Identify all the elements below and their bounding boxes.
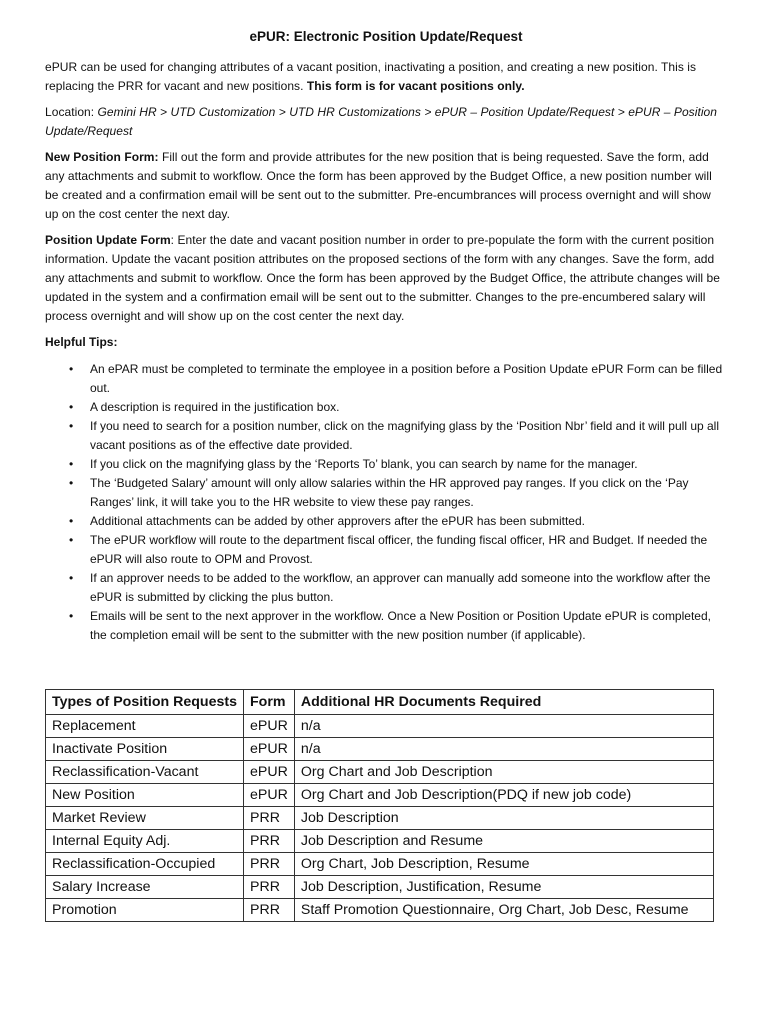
table-row bbox=[46, 853, 714, 876]
tip-text: If you click on the magnifying glass by the ‘Reports To’ blank, you can search by name for the manager. bbox=[90, 457, 638, 471]
document-body bbox=[45, 28, 727, 645]
table-row bbox=[46, 761, 714, 784]
list-item bbox=[69, 398, 727, 417]
new-position-label: New Position Form: bbox=[45, 150, 159, 164]
list-item bbox=[69, 512, 727, 531]
cell-request-type: Reclassification-Vacant bbox=[46, 761, 244, 784]
bullet-icon: • bbox=[69, 609, 74, 623]
helpful-tips-heading: Helpful Tips: bbox=[45, 335, 118, 349]
table-row bbox=[46, 899, 714, 922]
intro-paragraph bbox=[45, 58, 727, 96]
cell-documents: Job Description, Justification, Resume bbox=[294, 876, 713, 899]
position-update-text: : Enter the date and vacant position number in order to pre-populate the form with the current position information. Update the vacant position attributes on the proposed sections of the form with any changes. Save the form, add any attachments and submit to workflow. Once the form has been approved by the Budget Office, the attribute changes will be updated in the system and a confirmation email will be sent out to the submitter. Changes to the pre-encumbered salary will process overnight and will show up on the cost center the next day. bbox=[45, 233, 720, 323]
bullet-icon: • bbox=[69, 476, 74, 490]
bullet-icon: • bbox=[69, 400, 74, 414]
bullet-icon: • bbox=[69, 514, 74, 528]
tip-text: The ePUR workflow will route to the department fiscal officer, the funding fiscal officer, HR and Budget. If needed the ePUR will also route to OPM and Provost. bbox=[90, 533, 708, 566]
cell-documents: Job Description and Resume bbox=[294, 830, 713, 853]
cell-documents: Org Chart and Job Description(PDQ if new job code) bbox=[294, 784, 713, 807]
table-row bbox=[46, 738, 714, 761]
list-item bbox=[69, 569, 727, 607]
tip-text: If an approver needs to be added to the workflow, an approver can manually add someone into the workflow after the ePUR is submitted by clicking the plus button. bbox=[90, 571, 711, 604]
tip-text: A description is required in the justification box. bbox=[90, 400, 340, 414]
list-item bbox=[69, 360, 727, 398]
new-position-paragraph bbox=[45, 148, 727, 224]
cell-request-type: Reclassification-Occupied bbox=[46, 853, 244, 876]
cell-form: ePUR bbox=[244, 738, 295, 761]
cell-form: ePUR bbox=[244, 784, 295, 807]
tip-text: If you need to search for a position number, click on the magnifying glass by the ‘Position Nbr’ field and it will pull up all vacant positions as of the effective date provided. bbox=[90, 419, 720, 452]
cell-documents: Staff Promotion Questionnaire, Org Chart, Job Desc, Resume bbox=[294, 899, 713, 922]
cell-request-type: Promotion bbox=[46, 899, 244, 922]
page-title: ePUR: Electronic Position Update/Request bbox=[249, 29, 523, 44]
tip-text: The ‘Budgeted Salary’ amount will only allow salaries within the HR approved pay ranges. If you click on the ‘Pay Ranges’ link, it will take you to the HR website to view these pay ranges. bbox=[90, 476, 689, 509]
location-label: Location: bbox=[45, 105, 98, 119]
header-documents: Additional HR Documents Required bbox=[294, 690, 713, 715]
cell-form: ePUR bbox=[244, 761, 295, 784]
bullet-icon: • bbox=[69, 457, 74, 471]
cell-request-type: Internal Equity Adj. bbox=[46, 830, 244, 853]
bullet-icon: • bbox=[69, 362, 74, 376]
position-update-label: Position Update Form bbox=[45, 233, 171, 247]
list-item bbox=[69, 455, 727, 474]
list-item bbox=[69, 417, 727, 455]
table-row bbox=[46, 807, 714, 830]
cell-form: ePUR bbox=[244, 715, 295, 738]
position-update-paragraph bbox=[45, 231, 727, 326]
list-item bbox=[69, 531, 727, 569]
cell-request-type: Market Review bbox=[46, 807, 244, 830]
list-item bbox=[69, 607, 727, 645]
bullet-icon: • bbox=[69, 533, 74, 547]
location-paragraph bbox=[45, 103, 727, 141]
cell-form: PRR bbox=[244, 876, 295, 899]
table-row bbox=[46, 876, 714, 899]
cell-form: PRR bbox=[244, 807, 295, 830]
cell-documents: Org Chart and Job Description bbox=[294, 761, 713, 784]
bullet-icon: • bbox=[69, 419, 74, 433]
intro-text: ePUR can be used for changing attributes of a vacant position, inactivating a position, and creating a new position. This is replacing the PRR for vacant and new positions. bbox=[45, 60, 697, 93]
intro-bold-note: This form is for vacant positions only. bbox=[306, 79, 525, 93]
helpful-tips-list bbox=[45, 360, 727, 645]
cell-request-type: New Position bbox=[46, 784, 244, 807]
table-row bbox=[46, 784, 714, 807]
cell-request-type: Inactivate Position bbox=[46, 738, 244, 761]
cell-request-type: Salary Increase bbox=[46, 876, 244, 899]
new-position-text: Fill out the form and provide attributes for the new position that is being requested. Save the form, add any attachments and submit to workflow. Once the form has been approved by the Budget Office, a new position number will be created and a confirmation email will be sent out to the submitter. Pre-encumbrances will process overnight and will show up on the cost center the next day. bbox=[45, 150, 712, 221]
table-row bbox=[46, 830, 714, 853]
table-row bbox=[46, 715, 714, 738]
cell-form: PRR bbox=[244, 853, 295, 876]
cell-documents: Org Chart, Job Description, Resume bbox=[294, 853, 713, 876]
location-path: Gemini HR > UTD Customization > UTD HR Customizations > ePUR – Position Update/Request > ePUR – Position Update/Request bbox=[45, 105, 717, 138]
tip-text: Additional attachments can be added by other approvers after the ePUR has been submitted. bbox=[90, 514, 585, 528]
cell-form: PRR bbox=[244, 830, 295, 853]
cell-request-type: Replacement bbox=[46, 715, 244, 738]
tip-text: Emails will be sent to the next approver in the workflow. Once a New Position or Position Update ePUR is completed, the completion email will be sent to the submitter with the new position number (if applicable). bbox=[90, 609, 711, 642]
list-item bbox=[69, 474, 727, 512]
cell-documents: Job Description bbox=[294, 807, 713, 830]
table-header-row bbox=[46, 690, 714, 715]
cell-form: PRR bbox=[244, 899, 295, 922]
position-requests-table bbox=[45, 689, 714, 922]
header-request-type: Types of Position Requests bbox=[46, 690, 244, 715]
header-form: Form bbox=[244, 690, 295, 715]
cell-documents: n/a bbox=[294, 738, 713, 761]
bullet-icon: • bbox=[69, 571, 74, 585]
tip-text: An ePAR must be completed to terminate the employee in a position before a Position Update ePUR Form can be filled out. bbox=[90, 362, 723, 395]
cell-documents: n/a bbox=[294, 715, 713, 738]
